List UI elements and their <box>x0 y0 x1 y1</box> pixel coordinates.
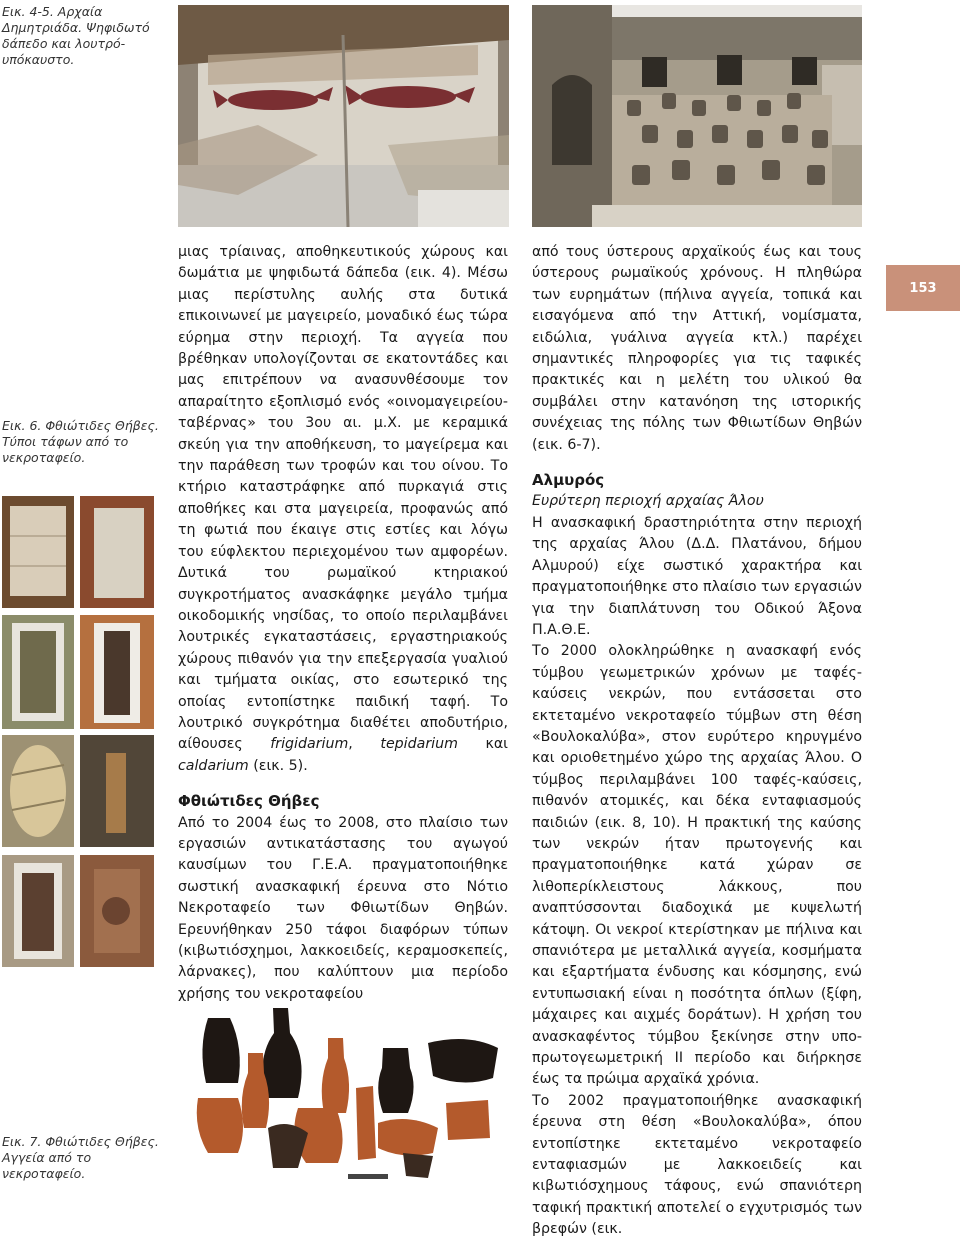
page-number-tab <box>886 265 960 311</box>
tomb-photo-2 <box>80 496 154 608</box>
paragraph-findings: από τους ύστερους αρχαϊκούς έως και τους ύστερους ρωμαϊκούς χρόνους. Η πληθώρα των ευρημάτων (πήλινα αγγεία, τοπικά και εισαγόμενα από την Αττική, νομίσματα, ειδώλια, γυάλινα αγγεία κτλ.) παρέχει σημαντικές πληροφορίες για τις ταφικές πρακτικές και η μελέτη του υλικού θα συμβάλει στην κατανόηση της ιστορικής συνέχειας της πόλης των Φθιωτίδων Θηβών (εικ. 6-7). <box>532 244 862 453</box>
hypocaust-bath-photo <box>532 5 862 227</box>
tomb-photo-3 <box>2 615 74 729</box>
term-frigidarium: frigidarium <box>270 736 349 753</box>
text-column-2 <box>532 242 862 1241</box>
page-number: 153 <box>909 280 937 296</box>
section-subheading-alos: Ευρύτερη περιοχή αρχαίας Άλου <box>532 493 764 510</box>
section-heading-almyros: Αλμυρός <box>532 471 605 490</box>
tomb-photo-6 <box>80 735 154 847</box>
paragraph-fthiotides: Από το 2004 έως το 2008, στο πλαίσιο των εργασιών αντικατάστασης του αγωγού καυσίμων του Γ.Ε.Α. πραγματοποιήθηκε σωστική ανασκαφική έρευνα στο Νότιο Νεκροταφείο των Φθιωτίδων Θηβών. Ερευνήθηκαν 250 τάφοι διαφόρων τύπων (κιβωτιόσχημοι, λακκοειδείς, κεραμοσκεπείς, λάρνακες), που καλύπτουν μια περίοδο χρήσης του νεκροταφείου <box>178 814 508 1002</box>
tomb-photo-1 <box>2 496 74 608</box>
separator: , <box>348 736 381 753</box>
paragraph-alos-activity: Η ανασκαφική δραστηριότητα στην περιοχή της αρχαίας Άλου (Δ.Δ. Πλατάνου, δήμου Αλμυρού) είχε σωστικό χαρακτήρα και πραγματοποιήθηκε στο πλαίσιο των εργασιών για την διαπλάτυνση του Οδικού Άξονα Π.Α.Θ.Ε. <box>532 514 862 638</box>
paragraph-end: (εικ. 5). <box>248 757 308 774</box>
tomb-photo-4 <box>80 615 154 729</box>
conjunction: και <box>457 736 508 753</box>
paragraph-tumulus-2000: Το 2000 ολοκληρώθηκε η ανασκαφή ενός τύμβου γεωμετρικών χρόνων με ταφές-καύσεις νεκρών, που εντάσσεται στο εκτεταμένο νεκροταφείο τύμβων στη θέση «Βουλοκαλύβα», στον ευρύτερο κηρυγμένο και οριοθετημένο χώρο της αρχαίας Άλου. Ο τύμβος περιλαμβάνει 100 ταφές-καύσεις, πιθανόν ατομικές, και δέκα ενταφιασμούς παιδιών (εικ. 8, 10). Η πρακτική της καύσης των νεκρών ήταν πρωτογενής και πραγματοποιήθηκε κατά χώραν σε λιθοπερίκλειστους λάκκους, που αναπτύσσονται διαδοχικά με κυψελωτή κάτοψη. Οι νεκροί κτερίστηκαν με πήλινα και σπανιότερα με μεταλλικά αγγεία, κοσμήματα και εξαρτήματα ένδυσης και κόσμησης, ενώ εντυπωσιακή είναι η ποσότητα όπλων (ξίφη, μάχαιρες και αιχμές δοράτων). Η χρήση του ανασκαφέντος τύμβου ξεκίνησε στην υπο-πρωτογεωμετρική II περίοδο και διήρκησε έως τα πρώιμα αρχαϊκά χρόνια. <box>532 643 862 1088</box>
figure-4-5-caption: Εικ. 4-5. Αρχαία Δημητριάδα. Ψηφιδωτό δάπεδο και λουτρό-υπόκαυστο. <box>2 4 150 67</box>
paragraph-text: μιας τρίαινας, αποθηκευτικούς χώρους και δωμάτια με ψηφιδωτά δάπεδα (εικ. 4). Μέσω μιας περίστυλης αυλής στα δυτικά επικοινωνεί με μαγειρείο, μοναδικό έως τώρα εύρημα στην περιοχή. Τα αγγεία που βρέθηκαν υπολογίζονται σε εκατοντάδες και μας επιτρέπουν να ανασυνθέσουμε τον απαραίτητο εξοπλισμό ενός «οινομαγειρείου-ταβέρνας» του 3ου αι. μ.Χ. με κεραμικά σκεύη για την αποθήκευση, το μαγείρεμα και την παράθεση των τροφών και του οίνου. Το κτήριο καταστράφηκε από πυρκαγιά στις αποθήκες και στα μαγειρεία, προφανώς από τη φωτιά που έκαιγε στις εστίες και λόγω του εύφλεκτου περιεχομένου των αμφορέων. Δυτικά του ρωμαϊκού κτηριακού συγκροτήματος ανασκάφηκε μεγάλο τμήμα οικοδομικής νησίδας, το οποίο περιλαμβάνει λουτρικές εγκαταστάσεις, εργαστηριακούς χώρους πιθανόν για την επεξεργασία γυαλιού και τμήματα οικίας, στο εσωτερικό της οποίας εντοπίστηκε παιδική ταφή. Το λουτρικό συγκρότημα διαθέτει αποδυτήριο, αίθουσες <box>178 244 508 753</box>
vessels-photo <box>178 988 508 1182</box>
section-heading-fthiotides-thives: Φθιώτιδες Θήβες <box>178 792 320 811</box>
figure-6-caption: Εικ. 6. Φθιώτιδες Θήβες. Τύποι τάφων από το νεκροταφείο. <box>2 418 159 465</box>
term-tepidarium: tepidarium <box>380 736 458 753</box>
paragraph-roman-building <box>178 242 508 777</box>
term-caldarium: caldarium <box>178 757 249 774</box>
tomb-photo-8 <box>80 855 154 967</box>
tomb-photo-7 <box>2 855 74 967</box>
text-column-1 <box>178 242 508 1005</box>
paragraph-cemetery-2002: Το 2002 πραγματοποιήθηκε ανασκαφική έρευνα στη θέση «Βουλοκαλύβα», όπου εντοπίστηκε εκτεταμένο νεκροταφείο ενταφιασμών με λακκοειδείς και κιβωτιόσχημους τάφους, ενώ σπανιότερη ταφική πρακτική αποτελεί ο εγχυτρισμός των βρεφών (εικ. <box>532 1092 862 1238</box>
figure-7-caption: Εικ. 7. Φθιώτιδες Θήβες. Αγγεία από το νεκροταφείο. <box>2 1134 159 1181</box>
tomb-photo-5 <box>2 735 74 847</box>
mosaic-floor-photo <box>178 5 509 227</box>
